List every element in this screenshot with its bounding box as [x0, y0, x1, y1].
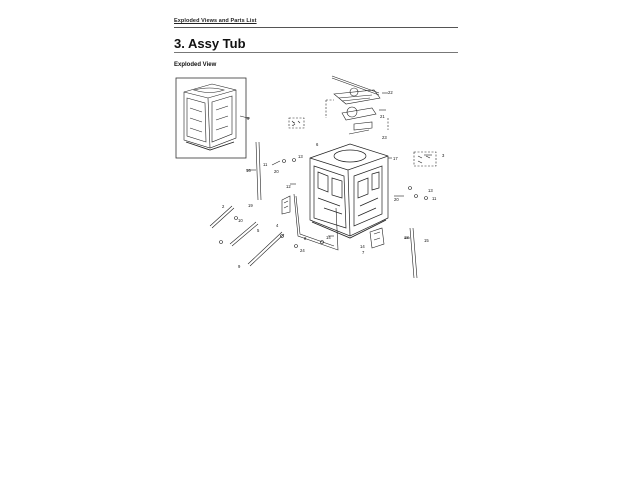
- leg-rod: [210, 206, 234, 228]
- callout-4: 4: [276, 223, 279, 228]
- callout-5: 5: [257, 228, 260, 233]
- callout-7: 7: [362, 250, 365, 255]
- section-title: 3. Assy Tub: [174, 36, 246, 51]
- exploded-view-drawing: [174, 68, 458, 280]
- callout-11-right: 11: [432, 196, 437, 201]
- callout-18: 18: [404, 235, 409, 240]
- callout-12: 12: [286, 184, 291, 189]
- callout-23: 23: [382, 135, 387, 140]
- header-divider: [174, 27, 458, 28]
- callout-16: 16: [246, 168, 251, 173]
- callout-20: 20: [274, 169, 279, 174]
- callout-22: 22: [388, 90, 393, 95]
- callout-6: 6: [316, 142, 319, 147]
- callout-13-right: 13: [428, 188, 433, 193]
- callout-9-lower: 9: [238, 264, 241, 269]
- callout-3: 3: [442, 153, 445, 158]
- main-tub-assembly: [310, 144, 388, 238]
- callout-2: 2: [222, 204, 225, 209]
- callout-10: 10: [238, 218, 243, 223]
- callout-14: 14: [326, 235, 331, 240]
- callout-14-right: 14: [360, 244, 365, 249]
- callout-labels: [222, 90, 445, 269]
- callout-15: 15: [424, 238, 429, 243]
- callout-24: 24: [300, 248, 305, 253]
- front-frame-part: [294, 194, 338, 250]
- left-seal-strip: [256, 142, 261, 200]
- callout-17: 17: [393, 156, 398, 161]
- callout-19: 19: [248, 203, 253, 208]
- inset-assembly-view: [176, 78, 248, 158]
- callout-1: 1: [293, 121, 296, 126]
- title-divider: [174, 52, 458, 53]
- callout-8: 8: [304, 236, 307, 241]
- callout-9: 9: [247, 116, 250, 121]
- callout-13: 13: [298, 154, 303, 159]
- document-header: Exploded Views and Parts List: [174, 18, 257, 24]
- spray-duct-part: [334, 90, 380, 104]
- callout-21: 21: [380, 114, 385, 119]
- callout-20-right: 20: [394, 197, 399, 202]
- right-seal-strip: [410, 228, 417, 278]
- callout-11: 11: [263, 162, 268, 167]
- exploded-view-subtitle: Exploded View: [174, 62, 217, 68]
- exploded-view-diagram: [174, 68, 458, 280]
